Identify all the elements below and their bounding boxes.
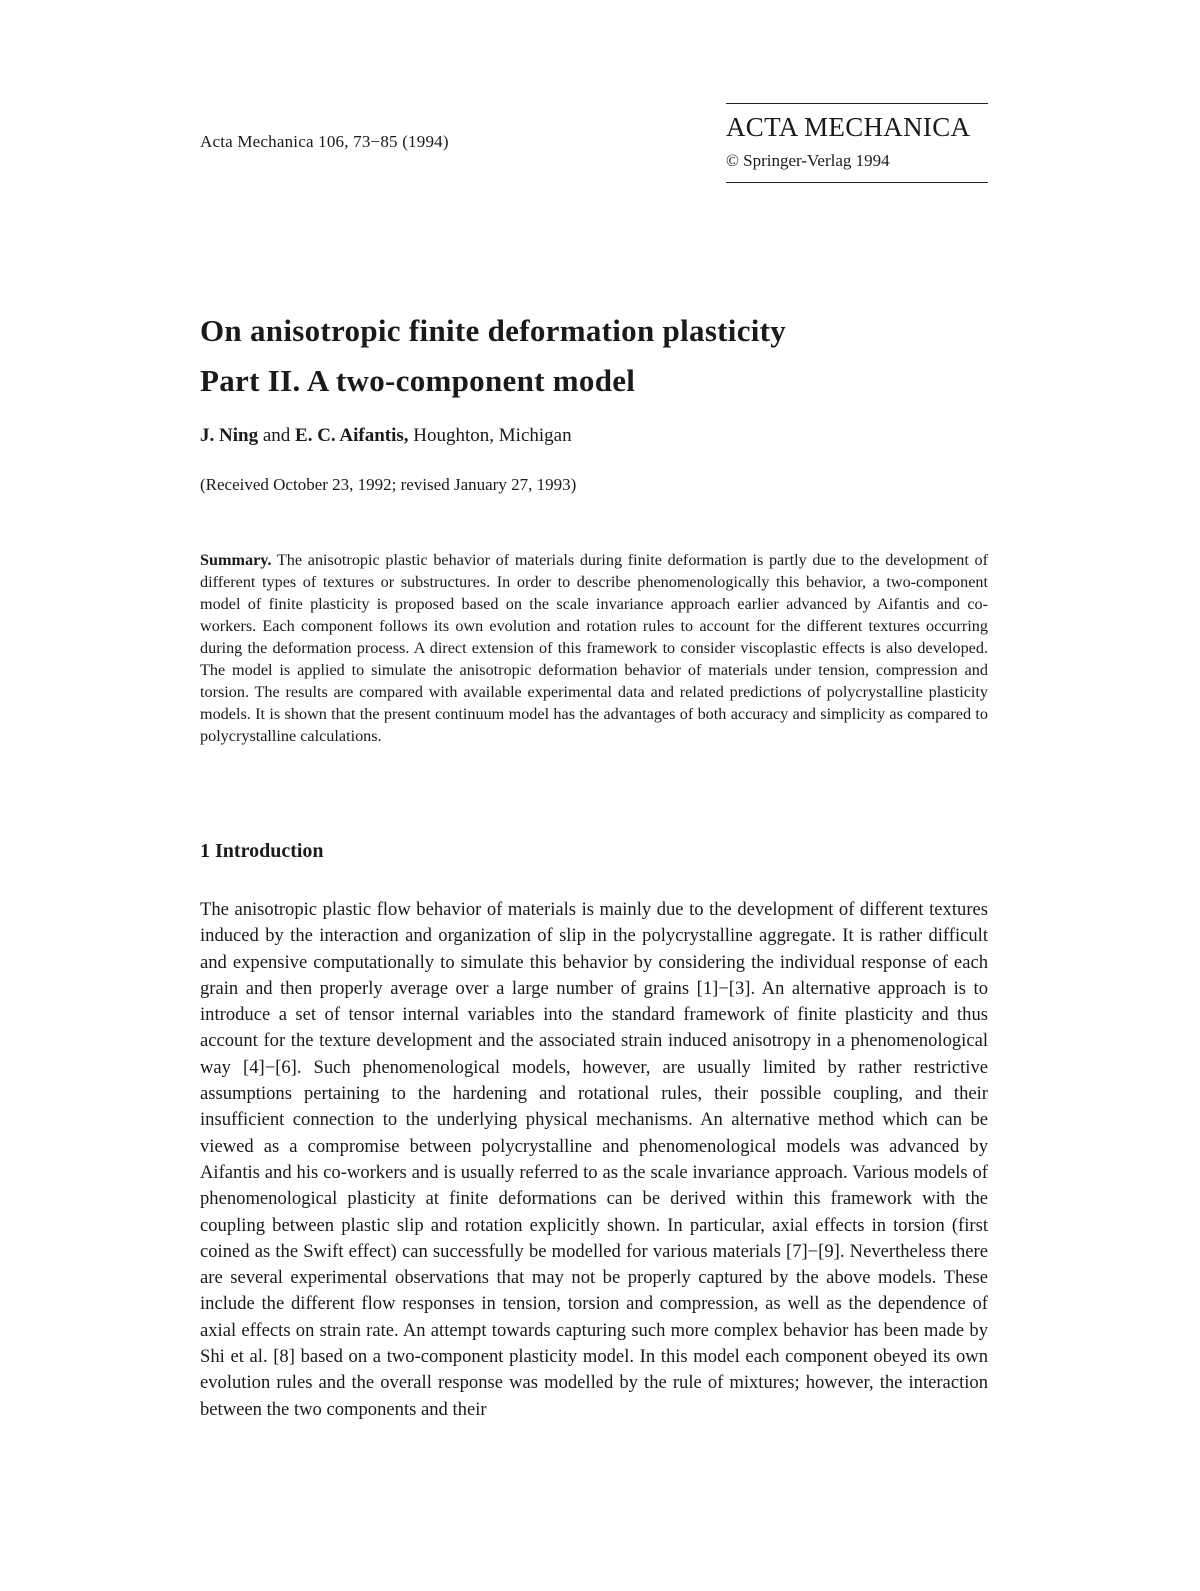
summary-text: The anisotropic plastic behavior of materials during finite deformation is partly due to the development of different types of textures or substructures. In order to describe phenomenologically this behavior, a two-component model of finite plasticity is proposed based on the scale invariance approach earlier advanced by Aifantis and co-workers. Each component follows its own evolution and rotation rules to account for the different textures occurring during the deformation process. A direct extension of this framework to consider viscoplastic effects is also developed. The model is applied to simulate the anisotropic deformation behavior of materials under tension, compression and torsion. The results are compared with available experimental data and related predictions of polycrystalline plasticity models. It is shown that the present continuum model has the advantages of both accuracy and simplicity as compared to polycrystalline calculations. — [200, 551, 988, 745]
article-title — [200, 306, 786, 406]
journal-name: ACTA MECHANICA — [726, 112, 971, 142]
author-connector: and — [258, 425, 296, 446]
author-line — [200, 424, 572, 448]
received-dates: (Received October 23, 1992; revised January 27, 1993) — [200, 475, 577, 494]
copyright-notice: © Springer-Verlag 1994 — [726, 151, 890, 170]
author-ning: J. Ning — [200, 425, 259, 446]
masthead-bottom-rule — [726, 182, 988, 183]
author-aifantis: E. C. Aifantis, — [295, 425, 409, 446]
title-line-1: On anisotropic finite deformation plasticity — [200, 313, 787, 348]
summary-label: Summary. — [200, 551, 272, 569]
affiliation: Houghton, Michigan — [408, 425, 572, 446]
journal-citation: Acta Mechanica 106, 73−85 (1994) — [200, 132, 449, 151]
journal-masthead — [726, 103, 988, 183]
title-line-2: Part II. A two-component model — [200, 363, 636, 398]
masthead-top-rule — [726, 103, 988, 104]
summary-abstract — [200, 549, 988, 747]
introduction-paragraph: The anisotropic plastic flow behavior of materials is mainly due to the development of different textures induced by the interaction and organization of slip in the polycrystalline aggregate. It is rather difficult and expensive computationally to simulate this behavior by considering the individual response of each grain and then properly average over a large number of grains [1]−[3]. An alternative approach is to introduce a set of tensor internal variables into the standard framework of finite plasticity and thus account for the texture development and the associated strain induced anisotropy in a phenomenological way [4]−[6]. Such phenomenological models, however, are usually limited by rather restrictive assumptions pertaining to the hardening and rotational rules, their possible coupling, and their insufficient connection to the underlying physical mechanisms. An alternative method which can be viewed as a compromise between polycrystalline and phenomenological models was advanced by Aifantis and his co-workers and is usually referred to as the scale invariance approach. Various models of phenomenological plasticity at finite deformations can be derived within this framework with the coupling between plastic slip and rotation explicitly shown. In particular, axial effects in torsion (first coined as the Swift effect) can successfully be modelled for various materials [7]−[9]. Nevertheless there are several experimental observations that may not be properly captured by the above models. These include the different flow responses in tension, torsion and compression, as well as the dependence of axial effects on strain rate. An attempt towards capturing such more complex behavior has been made by Shi et al. [8] based on a two-component plasticity model. In this model each component obeyed its own evolution rules and the overall response was modelled by the rule of mixtures; however, the interaction between the two components and their — [200, 899, 988, 1420]
section-heading-introduction: 1 Introduction — [200, 840, 324, 862]
